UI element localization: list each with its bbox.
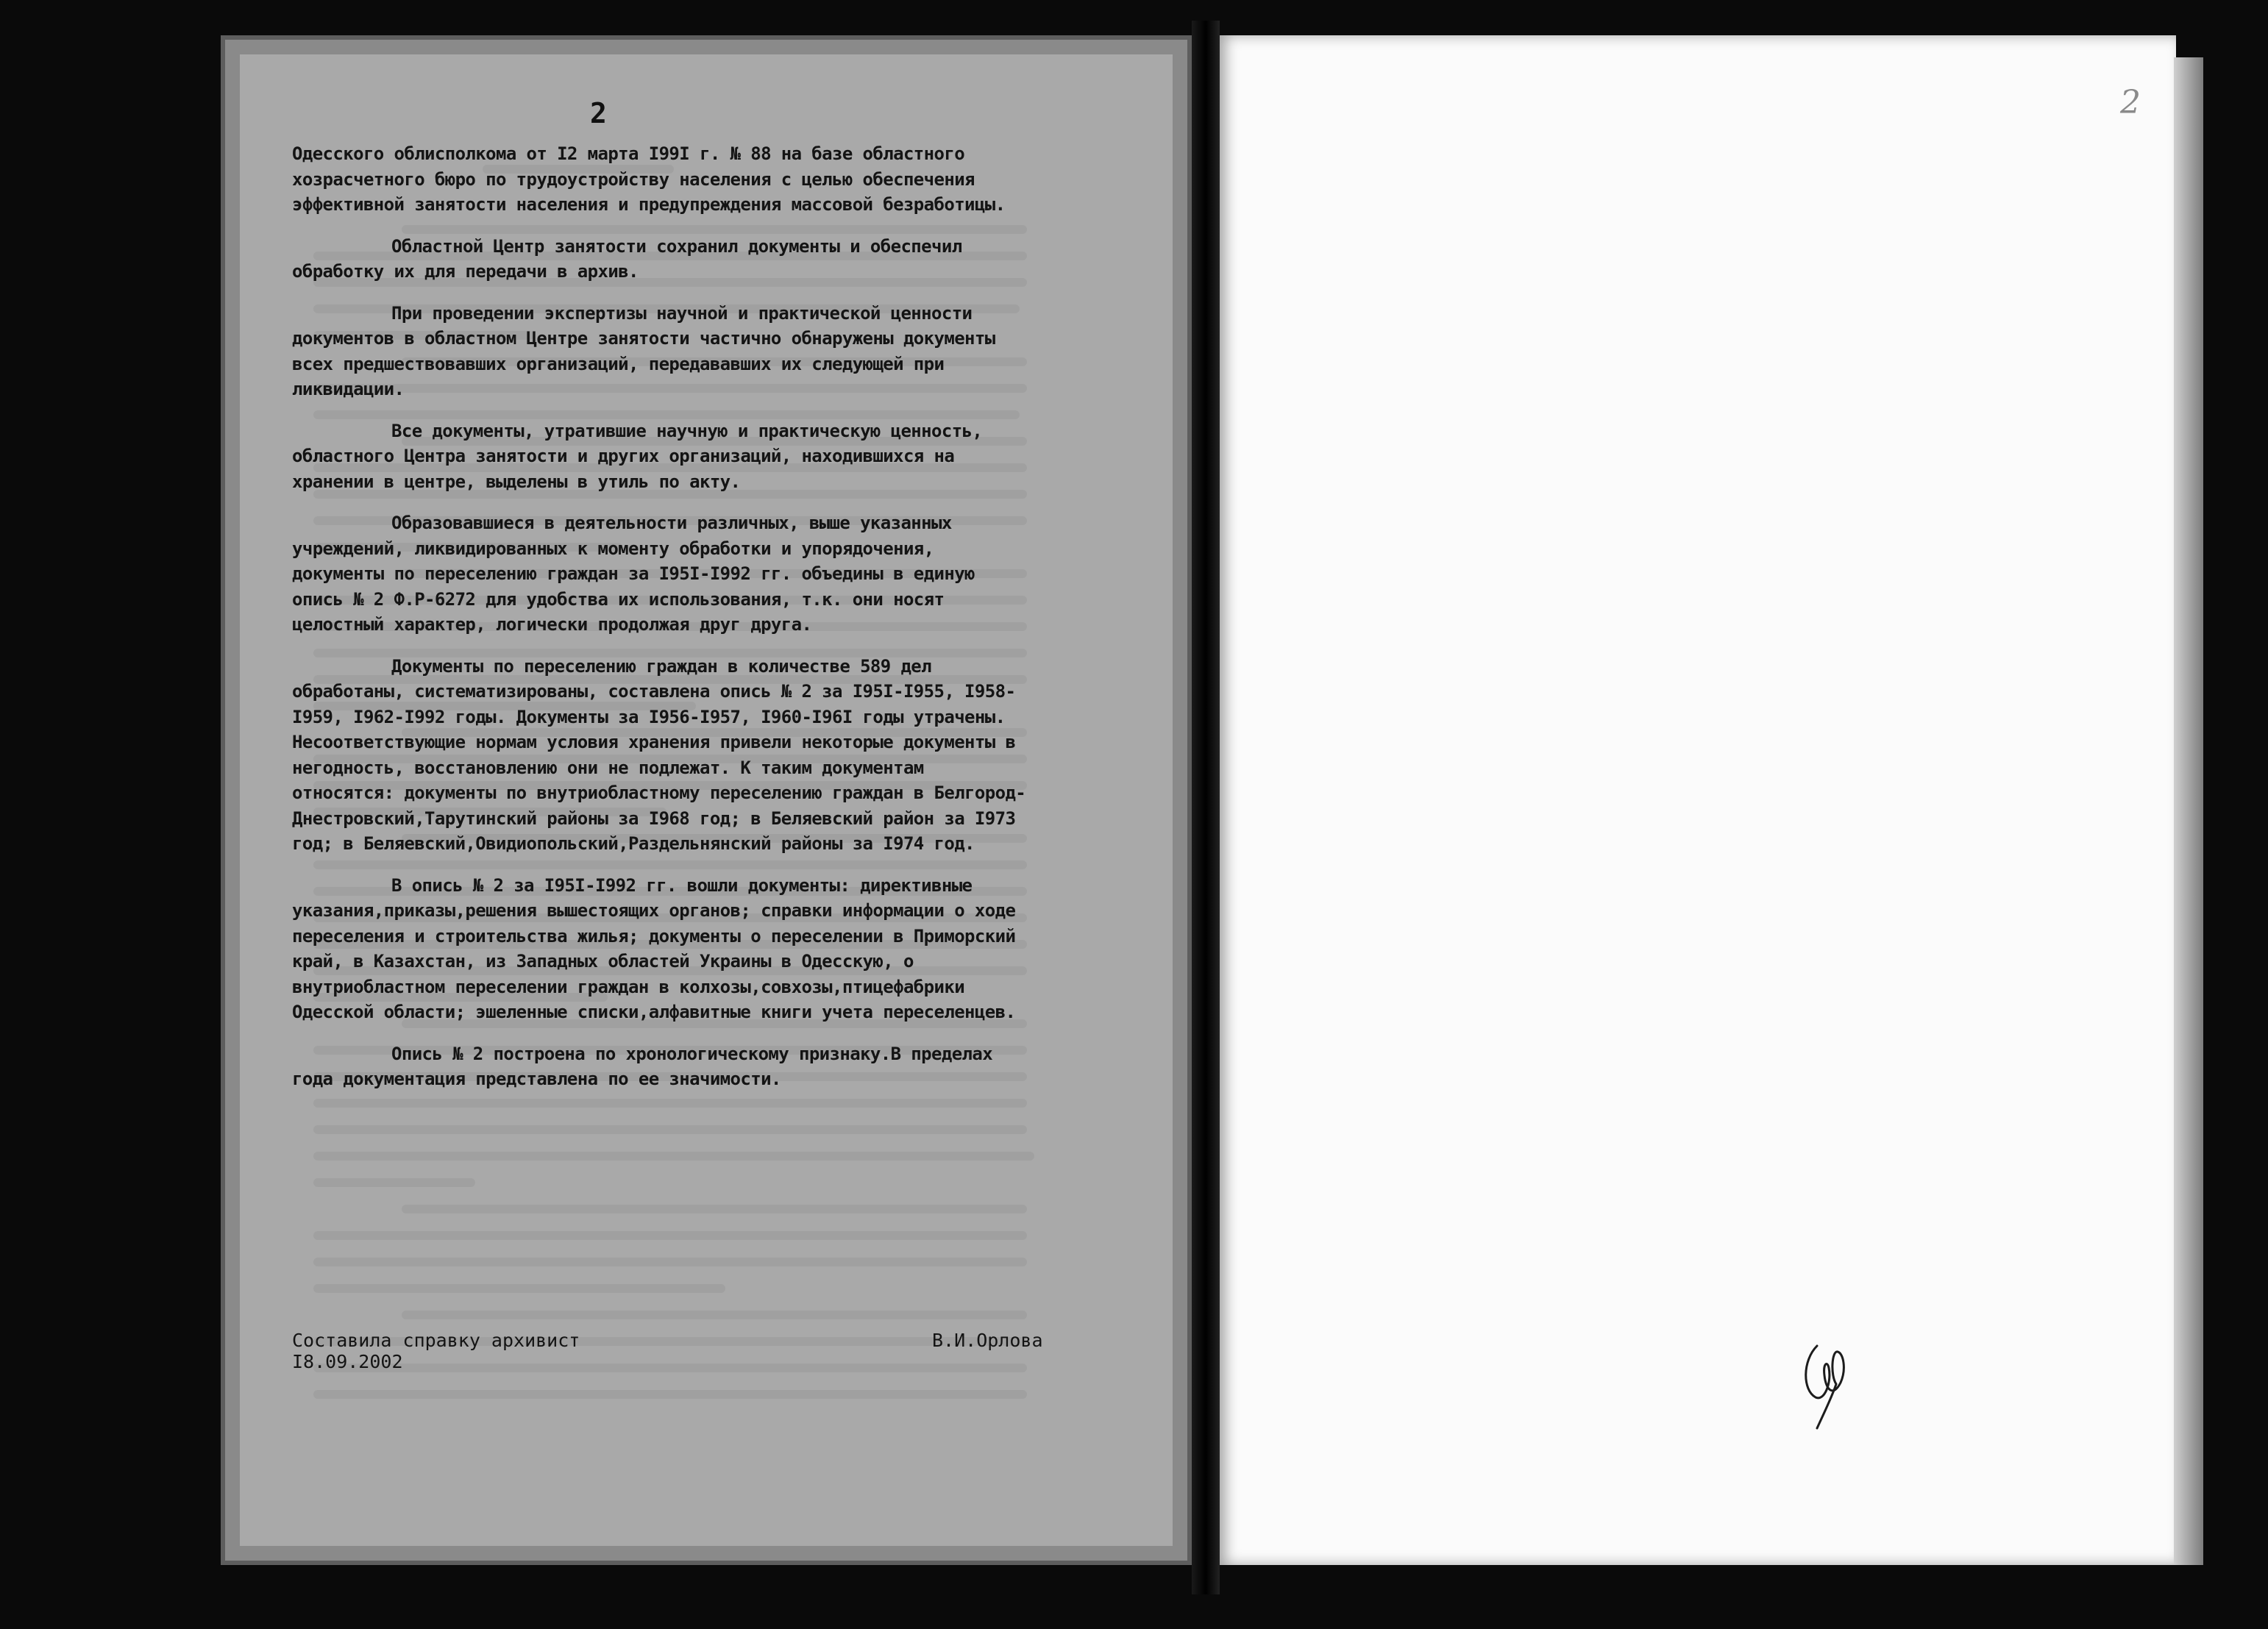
page-number: 2 bbox=[590, 97, 607, 129]
paragraph-4: Все документы, утратившие научную и практическую ценность, областного Центра занятости и других организаций, находившихся на хранении в центре, выделены в утиль по акту. bbox=[292, 420, 983, 492]
paragraph-7: В опись № 2 за I95I-I992 гг. вошли документы: директивные указания,приказы,решения вышестоящих органов; справки информации о ходе переселения и строительства жилья; документы о переселении в Приморский край, в Казахстан, из Западных областей Украины в Одесскую, о внутриобластном переселении граждан в колхозы,совхозы,птицефабрики Одесской области; эшеленные списки,алфавитные книги учета переселенцев. bbox=[292, 874, 1016, 1022]
paragraph-3: При проведении экспертизы научной и практической ценности документов в областном Центре занятости частично обнаружены документы всех предшествовавших организаций, передававших их следующей при ликвидации. bbox=[292, 302, 995, 399]
paragraph-5: Образовавшиеся в деятельности различных, выше указанных учреждений, ликвидированных к моменту обработки и упорядочения, документы по переселению граждан за I95I-I992 гг. объедины в единую опись № 2 Ф.Р-6272 для удобства их использования, т.к. они носят целостный характер, логически продолжая друг друга. bbox=[292, 513, 975, 635]
handwritten-signature-icon bbox=[1795, 1331, 1861, 1434]
page-stack-edge bbox=[2174, 57, 2203, 1565]
paragraph-1: Одесского облисполкома от I2 марта I99I г. № 88 на базе областного хозрасчетного бюро по трудоустройству населения с целью обеспечения эффективной занятости населения и предупреждения массовой безработицы. bbox=[292, 143, 1006, 215]
right-page-document bbox=[1220, 35, 2176, 1565]
paragraph-8: Опись № 2 построена по хронологическому признаку.В пределах года документация представлена по ее значимости. bbox=[292, 1043, 993, 1089]
handwritten-page-mark: 2 bbox=[2120, 84, 2141, 121]
book-spine bbox=[1192, 21, 1220, 1594]
compiled-date: I8.09.2002 bbox=[292, 1351, 403, 1372]
paragraph-6: Документы по переселению граждан в количестве 589 дел обработаны, систематизированы, составлена опись № 2 за I95I-I955, I958-I959, I962-I992 годы. Документы за I956-I957, I960-I96I годы утрачены. Несоответствующие нормам условия хранения привели некоторые документы в негодность, восстановлению они не подлежат. К таким документам относятся: документы по внутриобластному переселению граждан в Белгород-Днестровский,Тарутинский районы за I968 год; в Беляевский район за I973 год; в Беляевский,Овидиопольский,Раздельнянский районы за I974 год. bbox=[292, 655, 1026, 854]
compiler-info bbox=[292, 1330, 580, 1372]
archivist-name: В.И.Орлова bbox=[932, 1330, 1043, 1351]
paragraph-2: Областной Центр занятости сохранил документы и обеспечил обработку их для передачи в архив. bbox=[292, 235, 962, 282]
document-body bbox=[292, 141, 1028, 1092]
compiled-by-label: Составила справку архивист bbox=[292, 1330, 580, 1351]
